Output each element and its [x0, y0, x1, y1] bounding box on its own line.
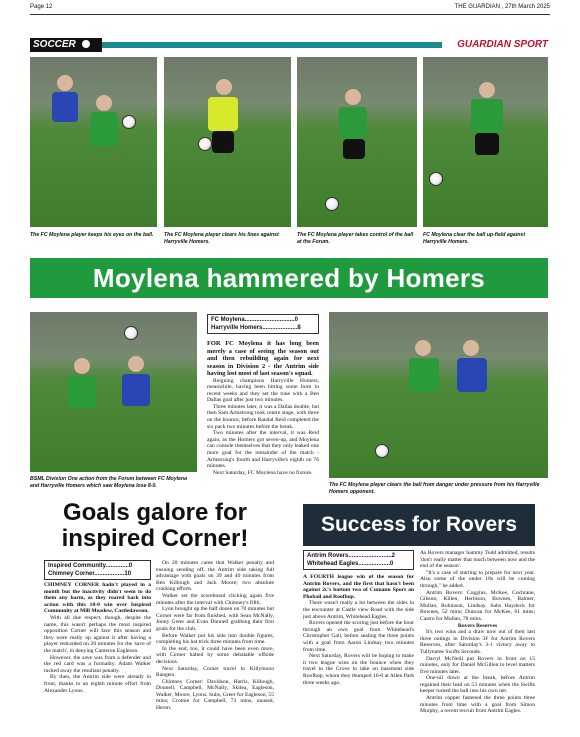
moylena-score-home: FC Moylena..............................0 — [211, 317, 299, 323]
moylena-headline: Moylena hammered by Homers — [30, 258, 548, 298]
corner-para-10: Next Saturday, Corner travel to Killymoon Rangers. — [156, 665, 274, 679]
moylena-para-4: Next Saturday, FC Moylena have no fixture. — [213, 469, 313, 476]
moylena-photo — [30, 312, 197, 472]
page-header — [30, 4, 550, 14]
corner-para-9: In the end, too, it could have been even more, with Corner halted by some debatable offside decisions. — [156, 645, 274, 665]
rovers-para-3: Next Saturday, Rovers will be hoping to make it two league wins on the bounce when they travel to the Grove to take on basement side Roofbop, whom they thumped 16-0 at Allen Park three weeks ago. — [303, 653, 414, 686]
rovers-score-away: Whitehead Eagles...................0 — [307, 561, 394, 567]
corner-para-2: With all due respect, though, despite the name, this wasn't perhaps the most inspired opposition Corner will face this season and they were really up against it after having a player redcarded on 20 minutes for the 'save of the match', in denying Cameron Eagleson. — [44, 614, 151, 654]
photo-2 — [164, 57, 291, 227]
corner-para-5: On 20 minutes came that Walker penalty and ensuing sending off, the Antrim side taking full advantage with goals on 39 and 40 minutes from Ben Killough and Jack Moore; two absolute cracking efforts. — [156, 560, 274, 593]
paper-date: THE GUARDIAN , 27th March 2025 — [454, 4, 550, 10]
rovers-para-4: As Rovers manager Sammy Todd admitted, results 'don't really matter that much between now and the end of the season'. — [420, 550, 535, 570]
rovers-scorebox — [303, 550, 414, 570]
corner-para-7: Lyon brought up the half dozen on 70 minutes but Corner were far from finished, with Sean McNally, Jonny Greer and Evan Donnell grabbing their first goals for the club. — [156, 606, 274, 632]
moylena-lead: FOR FC Moylena it has long been merely a case of seeing the season out and then rebuilding again for next season in Division 2 - the Antrim side having lost most of last season's squad. — [207, 340, 319, 377]
moylena-article — [207, 340, 319, 476]
corner-para-8: Before Walker put his side into double figures, completing his hat trick three minutes from time. — [156, 632, 274, 646]
rovers-para-5: "It's a case of starting to prepare for next year. Also some of the under 18s will be coming through," he added. — [420, 569, 535, 589]
page-number: Page 12 — [30, 4, 53, 10]
photo-4 — [423, 57, 548, 227]
corner-score-away: Chimney Corner..................10 — [48, 571, 132, 577]
photo-3 — [297, 57, 417, 227]
rovers-para-10: Antrim copper fastened the three points three minutes from time with a goal from Simon Murphy, a recent recruit from Antrim Eagles. — [420, 695, 535, 715]
photo-2-caption: The FC Moylena player clears his lines against Harryville Homers. — [164, 232, 279, 245]
section-label: SOCCER — [30, 38, 102, 52]
rovers-score-home: Antrim Rovers..........................2 — [307, 553, 396, 559]
corner-article-col1 — [44, 582, 151, 732]
moylena-score-away: Harryville Homers.....................8 — [211, 325, 301, 331]
football-icon — [82, 40, 90, 48]
corner-para-3: However, the save was from a defender and the red card was a formality. Adam Walker tucked away the resultant penalty. — [44, 654, 151, 674]
moylena-para-1: Reigning champions Harryville Homers, meanwhile, having been hitting some form in recent weeks and they set the tone with a Ben Dallas goal after just two minutes. — [207, 377, 319, 404]
rovers-para-7: It's two wins and a draw now out of their last three outings in Division 3F for Antrim Rovers Reserves, after Saturday's 3-1 victory away to Tullyname Swifts Seconds. — [420, 629, 535, 655]
corner-para-11: Chimney Corner: Davidson, Harris, Killough, Donnell, Campbell, McNally, Skilea, Eagleson, Walker, Moore, Lyons. Subs, Greer for Eagleson, 55 mins; Cromie for Campbell, 73 mins; unused, Heron. — [156, 678, 274, 712]
corner-para-4: By then, the Antrim side were already in front, thanks to an eighth minute effort from Alexander Lyons. — [44, 674, 151, 694]
rovers-para-6: Antrim Rovers: Coggins, McKee, Cochrane, Gibson, Killen, Herbison, Bownes, Balmer, Mullan, Robinson, Lindsay. Subs Haydock for Bownes, 52 mins; Duncan for McKee, 61 mins; Castro for Mullan, 78 mins. — [420, 589, 535, 622]
rovers-article-col2 — [420, 550, 535, 732]
rovers-para-9: One-nil down at the break, before Antrim regained their lead on 53 minutes when the Swifts keeper turned the ball into his own net. — [420, 675, 535, 695]
rovers-headline: Success for Rovers — [303, 504, 535, 546]
header-rule — [30, 14, 550, 15]
photo-1 — [30, 57, 157, 227]
moylena-big-photo-caption: The FC Moylena player clears the ball from danger under pressure from his Harryville Homers opponent. — [329, 482, 540, 495]
photo-3-caption: The FC Moylena player takes control of the ball at the Forum. — [297, 232, 414, 245]
corner-headline: Goals galore for inspired Corner! — [61, 499, 249, 552]
moylena-para-2: Three minutes later, it was a Dallas double, but then Sam Armstrong took centre stage, with three on the bounce, before Randal Reid completed the six pack two minutes before the break. — [207, 403, 319, 430]
rovers-sub-head: Rovers Reserves — [457, 622, 498, 629]
rovers-article-col1 — [303, 574, 414, 732]
corner-scorebox — [44, 560, 151, 580]
moylena-big-photo — [329, 312, 548, 478]
section-bar — [30, 38, 548, 52]
rovers-para-1: There wasn't really a lot between the sides in the encounter at Castle view Road with the side just above Antrim, Whitehead Eagles. — [303, 600, 414, 620]
moylena-photo-caption: BSML Division One action from the Forum between FC Moylena and Harryville Homers which saw Moylena lose 8-0. — [30, 476, 187, 489]
section-stripe — [102, 42, 442, 48]
moylena-para-3: Two minutes after the interval, it was Reid again, as the Homers got seven-up, and Moylena can console themselves that they only leaked one more goal for the remainder of the match - Armstrong's fourth and Harryville's eighth on 76 minutes. — [207, 430, 319, 470]
rovers-para-2: Rovers opened the scoring just before the hour through an own goal from Whitehead's Christopher Gall, before sealing the three points with a goal from Aaron Lindsay two minutes from time. — [303, 620, 414, 653]
moylena-scorebox — [207, 314, 319, 334]
corner-para-1: CHIMNEY CORNER hadn't played in a month but the inactivity didn't seem to do them any harm, as they roared back into action with this 10-0 win over Inspired Community at Mill Meadow, Castledawson. — [44, 582, 151, 615]
brand-logo: GUARDIAN SPORT — [457, 39, 548, 50]
corner-article-col2 — [156, 560, 274, 732]
rovers-lead: A FOURTH league win of the season for Antrim Rovers, and the first that hasn't been against 2c's bottom two of Cumann Sport an Phobail and Roofbop. — [303, 574, 414, 600]
corner-para-6: Walker set the scoreboard clicking again five minutes after the interval with Chimney's fifth. — [156, 592, 274, 606]
photo-4-caption: FC Moylena clear the ball up-field against Harryville Homers. — [423, 232, 526, 245]
corner-score-home: Inspired Community..............0 — [48, 563, 133, 569]
photo-1-caption: The FC Moylena player keeps his eyes on the ball. — [30, 232, 154, 238]
rovers-para-8: Darryl McNeill put Rovers in front on 15 minutes, only for Daniel McGillen to level matters five minutes later. — [420, 655, 535, 675]
